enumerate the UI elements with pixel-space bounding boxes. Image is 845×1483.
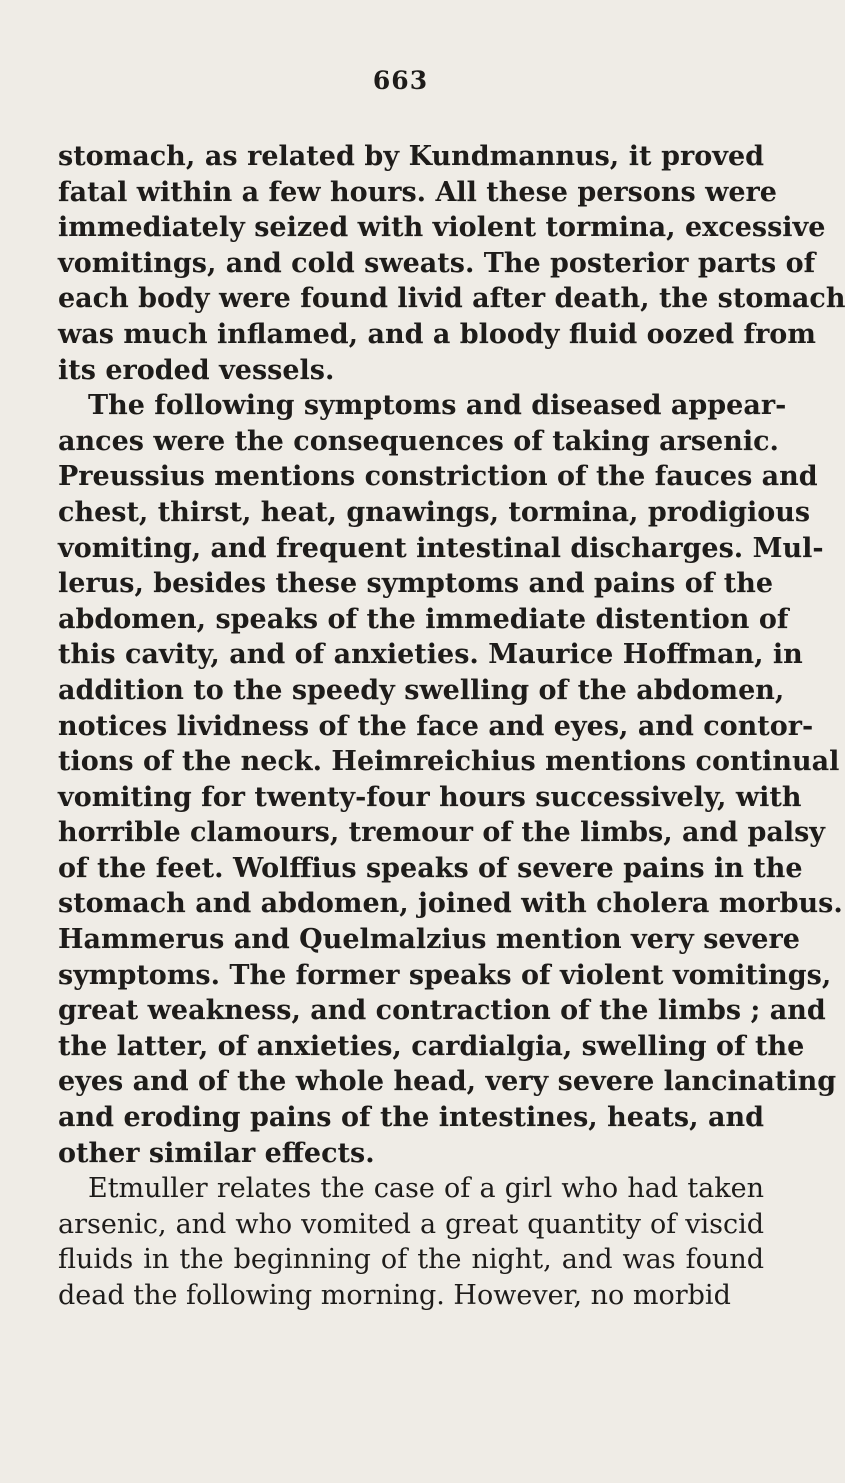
text-line: immediately seized with violent tormina, excessive xyxy=(58,212,826,244)
text-line: great weakness, and contraction of the limbs ; and xyxy=(58,995,826,1027)
text-line: stomach, as related by Kundmannus, it proved xyxy=(58,141,764,172)
page-number: 663 xyxy=(372,66,429,95)
text-line: was much inflamed, and a bloody fluid oozed from xyxy=(58,318,816,350)
text-line: symptoms. The former speaks of violent vomitings, xyxy=(58,959,832,991)
text-line: Preussius mentions constriction of the fauces and xyxy=(58,461,818,493)
text-line: vomitings, and cold sweats. The posterior parts of xyxy=(58,247,816,279)
text-line: chest, thirst, heat, gnawings, tormina, prodigious xyxy=(58,496,811,528)
text-line: and eroding pains of the intestines, heats, and xyxy=(58,1102,764,1134)
text-line: addition to the speedy swelling of the abdomen, xyxy=(58,674,785,706)
text-line: lerus, besides these symptoms and pains of the xyxy=(58,568,774,600)
text-line: dead the following morning. However, no morbid xyxy=(58,1280,731,1311)
text-line: Etmuller relates the case of a girl who had taken xyxy=(88,1173,764,1205)
text-line: horrible clamours, tremour of the limbs, and palsy xyxy=(58,817,825,849)
text-line: other similar effects. xyxy=(58,1137,375,1169)
text-line: the latter, of anxieties, cardialgia, swelling of the xyxy=(58,1030,805,1062)
text-line: tions of the neck. Heimreichius mentions continual xyxy=(58,746,840,778)
text-line: notices lividness of the face and eyes, and contor- xyxy=(58,710,814,742)
text-line: vomiting for twenty-four hours successively, with xyxy=(58,781,802,813)
text-line: this cavity, and of anxieties. Maurice Hoffman, in xyxy=(58,639,803,671)
text-line: The following symptoms and diseased appear- xyxy=(88,390,787,422)
text-line: fatal within a few hours. All these persons were xyxy=(58,176,777,208)
text-line: each body were found livid after death, the stomach xyxy=(58,283,845,315)
text-line: abdomen, speaks of the immediate distention of xyxy=(58,603,789,635)
text-line: ances were the consequences of taking arsenic. xyxy=(58,425,779,457)
text-line: eyes and of the whole head, very severe lancinating xyxy=(58,1066,837,1098)
text-line: Hammerus and Quelmalzius mention very severe xyxy=(58,924,800,956)
text-line: stomach and abdomen, joined with cholera morbus. xyxy=(58,888,843,920)
text-line: arsenic, and who vomited a great quantity of viscid xyxy=(58,1208,764,1240)
text-line: vomiting, and frequent intestinal discharges. Mul- xyxy=(58,532,824,564)
text-line: its eroded vessels. xyxy=(58,354,335,386)
text-line: of the feet. Wolffius speaks of severe pains in the xyxy=(58,852,803,884)
body-text xyxy=(58,139,845,1314)
text-line: fluids in the beginning of the night, and was found xyxy=(58,1244,764,1276)
